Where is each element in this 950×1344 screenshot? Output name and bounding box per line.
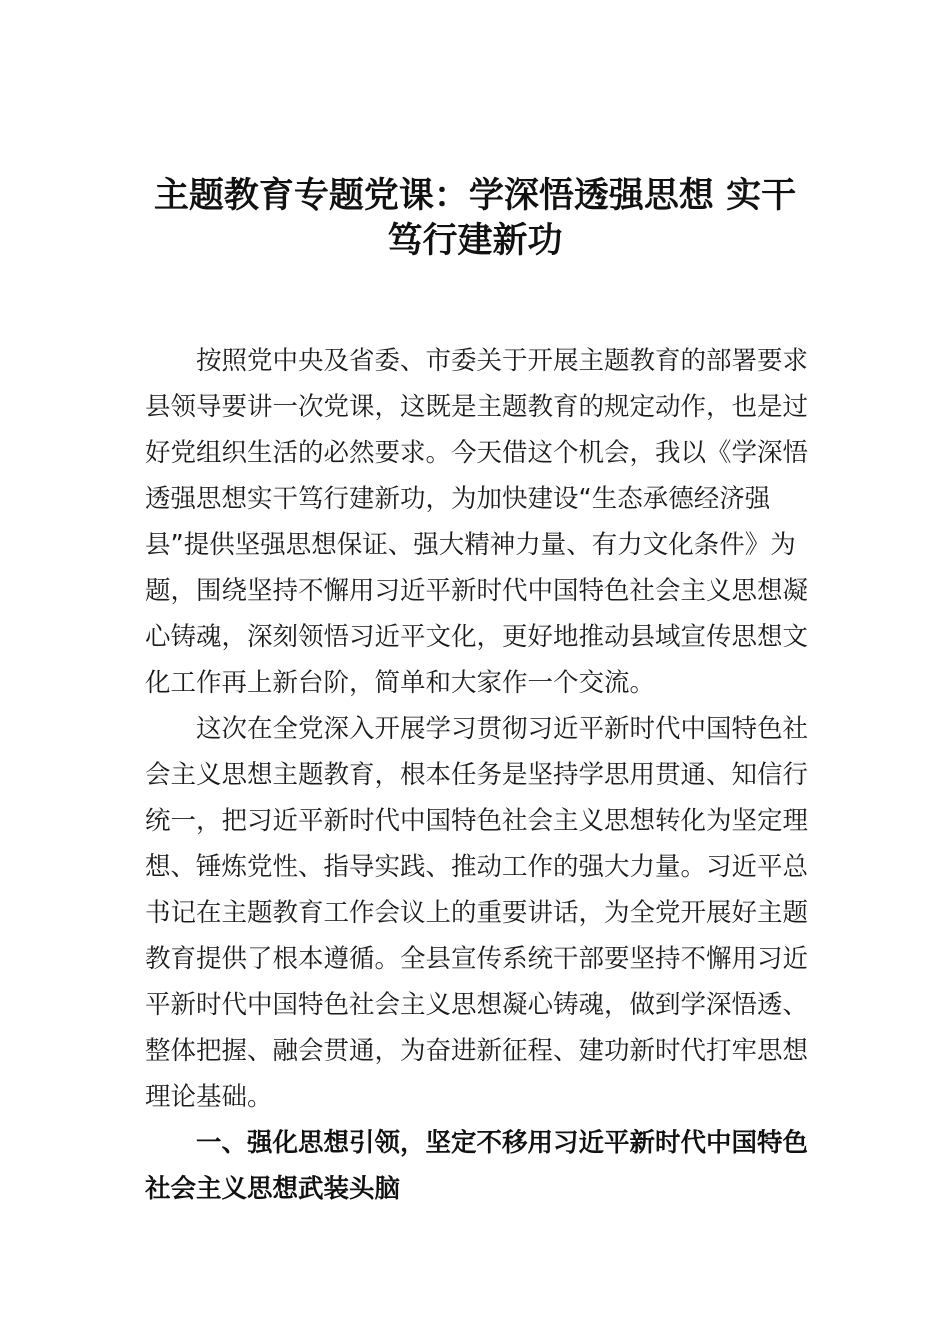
paragraph-line: 透强思想实干笃行建新功，为加快建设“生态承德经济强 [145,484,771,514]
paragraph-line: 教育提供了根本遵循。全县宣传系统干部要坚持不懈用习近 [145,944,809,974]
paragraph-line: 理论基础。 [145,1082,273,1112]
paragraph-line: 整体把握、融会贯通，为奋进新征程、建功新时代打牢思想 [145,1036,809,1066]
paragraph-line: 县领导要讲一次党课，这既是主题教育的规定动作，也是过 [145,392,809,422]
document-title-line-1: 主题教育专题党课：学深悟透强思想 实干 [153,175,797,216]
paragraph-line: 想、锤炼党性、指导实践、推动工作的强大力量。习近平总 [145,852,809,882]
section-heading-line: 社会主义思想武装头脑 [145,1174,401,1204]
paragraph-line: 这次在全党深入开展学习贯彻习近平新时代中国特色社 [196,714,809,744]
paragraph-line: 会主义思想主题教育，根本任务是坚持学思用贯通、知信行 [145,760,809,790]
paragraph-line: 书记在主题教育工作会议上的重要讲话，为全党开展好主题 [145,898,809,928]
paragraph-line: 平新时代中国特色社会主义思想凝心铸魂，做到学深悟透、 [145,990,809,1020]
document-title-line-2: 笃行建新功 [387,220,563,261]
paragraph-line: 化工作再上新台阶，简单和大家作一个交流。 [145,668,656,698]
paragraph-line: 好党组织生活的必然要求。今天借这个机会，我以《学深悟 [145,438,809,468]
paragraph-line: 心铸魂，深刻领悟习近平文化，更好地推动县域宣传思想文 [145,622,809,652]
paragraph-line: 县”提供坚强思想保证、强大精神力量、有力文化条件》为 [145,530,796,560]
section-heading-line: 一、强化思想引领，坚定不移用习近平新时代中国特色 [196,1128,809,1158]
paragraph-line: 统一，把习近平新时代中国特色社会主义思想转化为坚定理 [145,806,809,836]
paragraph-line: 按照党中央及省委、市委关于开展主题教育的部署要求 [196,346,809,376]
paragraph-line: 题，围绕坚持不懈用习近平新时代中国特色社会主义思想凝 [145,576,809,606]
